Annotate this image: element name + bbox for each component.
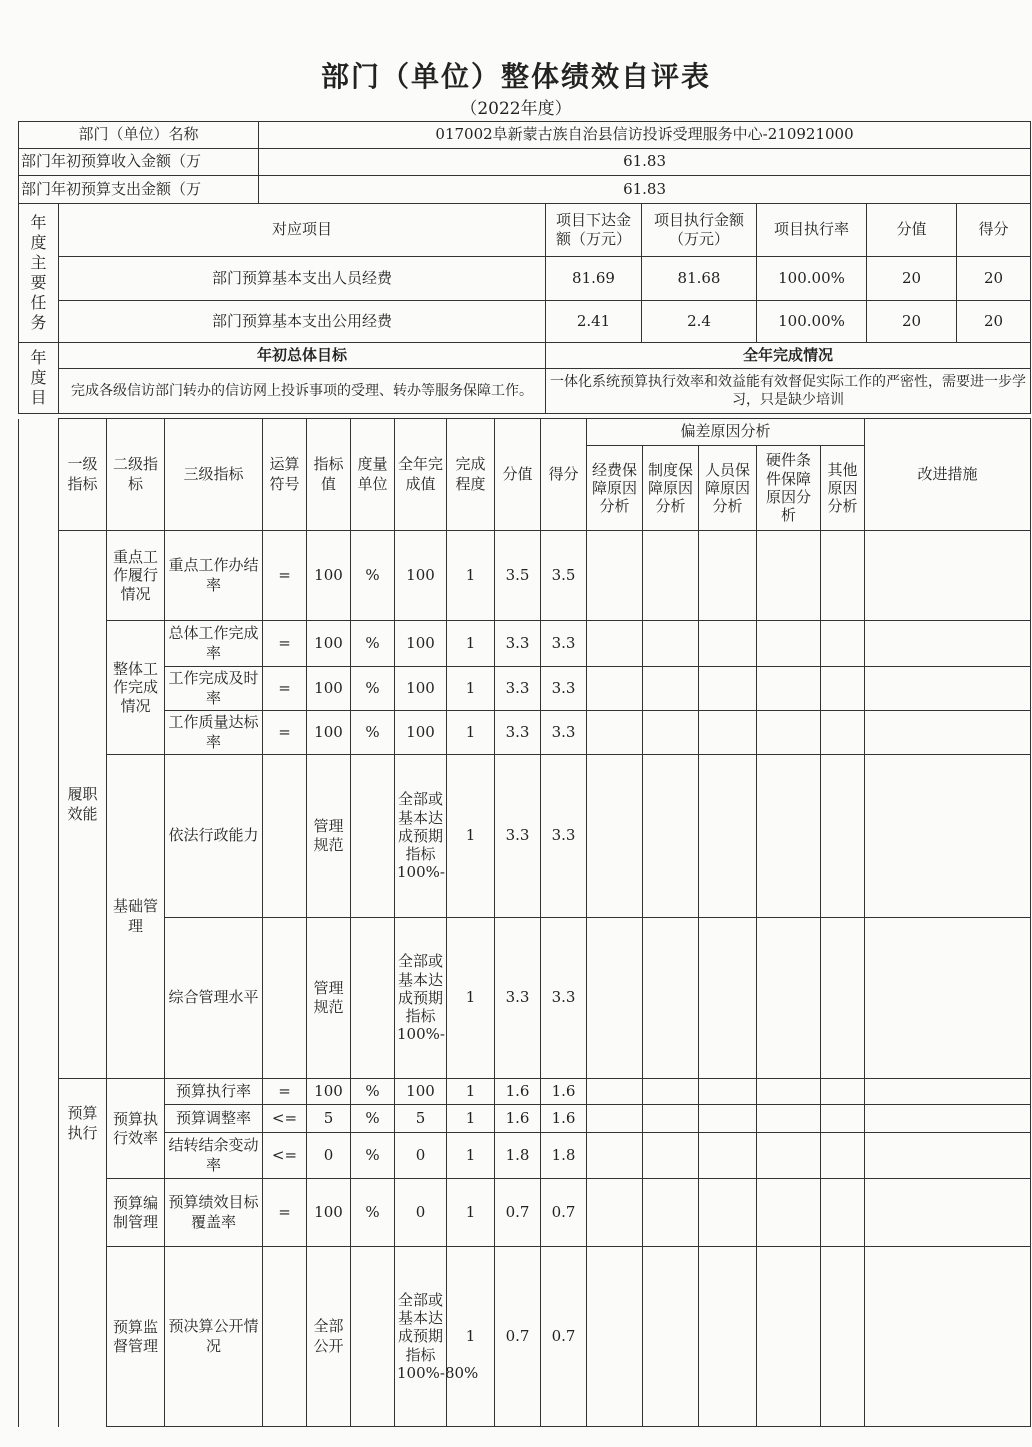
- tasks-head-item: 对应项目: [59, 204, 546, 257]
- indicator-score: 0.7: [495, 1179, 541, 1247]
- indicator-op: =: [263, 711, 307, 755]
- indicator-degree: 1: [447, 667, 495, 711]
- indicator-op: <=: [263, 1105, 307, 1133]
- head-actual: 全年完成值: [395, 419, 447, 531]
- indicator-actual: 0: [395, 1133, 447, 1179]
- indicator-gain: 3.3: [541, 918, 587, 1079]
- indicator-target: 100: [307, 1079, 351, 1105]
- indicator-target: 管理规范: [307, 918, 351, 1079]
- indicator-name: 综合管理水平: [165, 918, 263, 1079]
- indicator-op: [263, 918, 307, 1079]
- head-op: 运算符号: [263, 419, 307, 531]
- indicator-unit: %: [351, 1179, 395, 1247]
- indicator-score: 3.3: [495, 667, 541, 711]
- income-label: 部门年初预算收入金额（万: [19, 149, 259, 176]
- indicator-target: 5: [307, 1105, 351, 1133]
- indicator-gain: 0.7: [541, 1247, 587, 1427]
- indicator-score: 3.3: [495, 621, 541, 667]
- indicator-actual: 全部或基本达成预期指标100%-: [395, 918, 447, 1079]
- task-item: 部门预算基本支出公用经费: [59, 301, 546, 343]
- tasks-head-issued: 项目下达金额（万元）: [546, 204, 642, 257]
- complete-head: 全年完成情况: [546, 343, 1031, 369]
- indicator-degree: 1: [447, 621, 495, 667]
- head-gain: 得分: [541, 419, 587, 531]
- indicator-unit: %: [351, 531, 395, 621]
- info-table: [18, 121, 1031, 414]
- indicator-gain: 0.7: [541, 1179, 587, 1247]
- task-gain: 20: [957, 301, 1031, 343]
- indicator-target: 100: [307, 531, 351, 621]
- indicator-gain: 3.5: [541, 531, 587, 621]
- head-degree: 完成程度: [447, 419, 495, 531]
- group-basic-mgmt: 基础管理: [107, 755, 165, 1079]
- group-perf: 履职效能: [59, 531, 107, 1079]
- indicator-unit: [351, 918, 395, 1079]
- indicator-unit: %: [351, 711, 395, 755]
- task-executed: 2.4: [642, 301, 757, 343]
- indicator-name: 预决算公开情况: [165, 1247, 263, 1427]
- indicator-gain: 3.3: [541, 621, 587, 667]
- complete-text: 一体化系统预算执行效率和效益能有效督促实际工作的严密性，需要进一步学习，只是缺少培训: [546, 369, 1031, 414]
- indicator-target: 100: [307, 1179, 351, 1247]
- indicator-score: 3.3: [495, 711, 541, 755]
- indicator-op: =: [263, 667, 307, 711]
- head-level1: 一级指标: [59, 419, 107, 531]
- indicator-name: 预算绩效目标覆盖率: [165, 1179, 263, 1247]
- indicator-degree: 1: [447, 918, 495, 1079]
- head-level2: 二级指标: [107, 419, 165, 531]
- indicator-name: 预算执行率: [165, 1079, 263, 1105]
- indicator-degree: 1: [447, 755, 495, 918]
- head-hardware: 硬件条件保障原因分析: [757, 446, 821, 531]
- indicator-table: [18, 418, 1031, 1427]
- tasks-head-executed: 项目执行金额（万元）: [642, 204, 757, 257]
- indicator-score: 3.3: [495, 755, 541, 918]
- group-key-work: 重点工作履行情况: [107, 531, 165, 621]
- task-executed: 81.68: [642, 257, 757, 301]
- indicator-name: 工作完成及时率: [165, 667, 263, 711]
- tasks-head-gain: 得分: [957, 204, 1031, 257]
- indicator-target: 全部公开: [307, 1247, 351, 1427]
- indicator-target: 0: [307, 1133, 351, 1179]
- income-value: 61.83: [259, 149, 1031, 176]
- indicator-target: 管理规范: [307, 755, 351, 918]
- indicator-actual: 5: [395, 1105, 447, 1133]
- indicator-name: 重点工作办结率: [165, 531, 263, 621]
- indicator-actual: 100: [395, 667, 447, 711]
- group-budget-eff: 预算执行效率: [107, 1079, 165, 1179]
- indicator-op: =: [263, 1179, 307, 1247]
- head-level3: 三级指标: [165, 419, 263, 531]
- indicator-name: 预算调整率: [165, 1105, 263, 1133]
- initial-goal-text: 完成各级信访部门转办的信访网上投诉事项的受理、转办等服务保障工作。: [59, 369, 546, 414]
- tasks-head-score: 分值: [867, 204, 957, 257]
- indicator-op: <=: [263, 1133, 307, 1179]
- indicator-actual: 0: [395, 1179, 447, 1247]
- head-target: 指标值: [307, 419, 351, 531]
- indicator-gain: 3.3: [541, 667, 587, 711]
- group-overall-work: 整体工作完成情况: [107, 621, 165, 755]
- task-score: 20: [867, 257, 957, 301]
- indicator-score: 1.8: [495, 1133, 541, 1179]
- indicator-score: 3.5: [495, 531, 541, 621]
- indicator-degree: 1: [447, 1247, 495, 1427]
- indicator-target: 100: [307, 711, 351, 755]
- indicator-score: 1.6: [495, 1079, 541, 1105]
- page-title: 部门（单位）整体绩效自评表: [320, 60, 711, 93]
- indicator-op: =: [263, 531, 307, 621]
- indicator-name: 总体工作完成率: [165, 621, 263, 667]
- indicator-gain: 1.6: [541, 1105, 587, 1133]
- task-issued: 81.69: [546, 257, 642, 301]
- dept-name-value: 017002阜新蒙古族自治县信访投诉受理服务中心-210921000: [259, 122, 1031, 149]
- head-improve: 改进措施: [865, 419, 1031, 531]
- indicator-actual: 全部或基本达成预期指标100%-80%: [395, 1247, 447, 1427]
- tasks-head-rate: 项目执行率: [757, 204, 867, 257]
- indicator-unit: [351, 1247, 395, 1427]
- task-score: 20: [867, 301, 957, 343]
- indicator-actual: 100: [395, 1079, 447, 1105]
- indicator-actual: 100: [395, 621, 447, 667]
- indicator-degree: 1: [447, 1133, 495, 1179]
- indicator-unit: %: [351, 621, 395, 667]
- indicator-op: [263, 755, 307, 918]
- tasks-side-label: 年度主要任务: [19, 204, 59, 343]
- indicator-gain: 3.3: [541, 711, 587, 755]
- head-system: 制度保障原因分析: [643, 446, 699, 531]
- indicator-degree: 1: [447, 711, 495, 755]
- page-year: （2022年度）: [460, 99, 572, 119]
- dept-name-label: 部门（单位）名称: [19, 122, 259, 149]
- indicator-unit: [351, 755, 395, 918]
- indicator-op: [263, 1247, 307, 1427]
- indicator-degree: 1: [447, 1105, 495, 1133]
- indicator-actual: 100: [395, 711, 447, 755]
- indicator-unit: %: [351, 1133, 395, 1179]
- indicator-actual: 100: [395, 531, 447, 621]
- indicator-gain: 3.3: [541, 755, 587, 918]
- indicator-gain: 1.6: [541, 1079, 587, 1105]
- initial-goal-head: 年初总体目标: [59, 343, 546, 369]
- group-budget: 预算执行: [59, 1079, 107, 1427]
- head-other: 其他原因分析: [821, 446, 865, 531]
- indicator-gain: 1.8: [541, 1133, 587, 1179]
- indicator-name: 工作质量达标率: [165, 711, 263, 755]
- task-rate: 100.00%: [757, 257, 867, 301]
- indicator-target: 100: [307, 621, 351, 667]
- head-unit: 度量单位: [351, 419, 395, 531]
- indicator-unit: %: [351, 1105, 395, 1133]
- indicator-name: 结转结余变动率: [165, 1133, 263, 1179]
- expense-value: 61.83: [259, 176, 1031, 204]
- indicator-op: =: [263, 621, 307, 667]
- task-rate: 100.00%: [757, 301, 867, 343]
- indicator-actual: 全部或基本达成预期指标100%-: [395, 755, 447, 918]
- indicator-degree: 1: [447, 1179, 495, 1247]
- indicator-score: 1.6: [495, 1105, 541, 1133]
- group-budget-sup: 预算监督管理: [107, 1247, 165, 1427]
- indicator-degree: 1: [447, 1079, 495, 1105]
- indicator-unit: %: [351, 1079, 395, 1105]
- head-funding: 经费保障原因分析: [587, 446, 643, 531]
- goals-side-label: 年度目: [19, 343, 59, 414]
- head-score: 分值: [495, 419, 541, 531]
- task-gain: 20: [957, 257, 1031, 301]
- indicator-unit: %: [351, 667, 395, 711]
- indicator-name: 依法行政能力: [165, 755, 263, 918]
- head-staff: 人员保障原因分析: [699, 446, 757, 531]
- group-budget-prep: 预算编制管理: [107, 1179, 165, 1247]
- task-item: 部门预算基本支出人员经费: [59, 257, 546, 301]
- task-issued: 2.41: [546, 301, 642, 343]
- indicator-op: =: [263, 1079, 307, 1105]
- indicator-degree: 1: [447, 531, 495, 621]
- indicator-score: 0.7: [495, 1247, 541, 1427]
- indicator-target: 100: [307, 667, 351, 711]
- head-deviation: 偏差原因分析: [587, 419, 865, 446]
- expense-label: 部门年初预算支出金额（万: [19, 176, 259, 204]
- indicator-score: 3.3: [495, 918, 541, 1079]
